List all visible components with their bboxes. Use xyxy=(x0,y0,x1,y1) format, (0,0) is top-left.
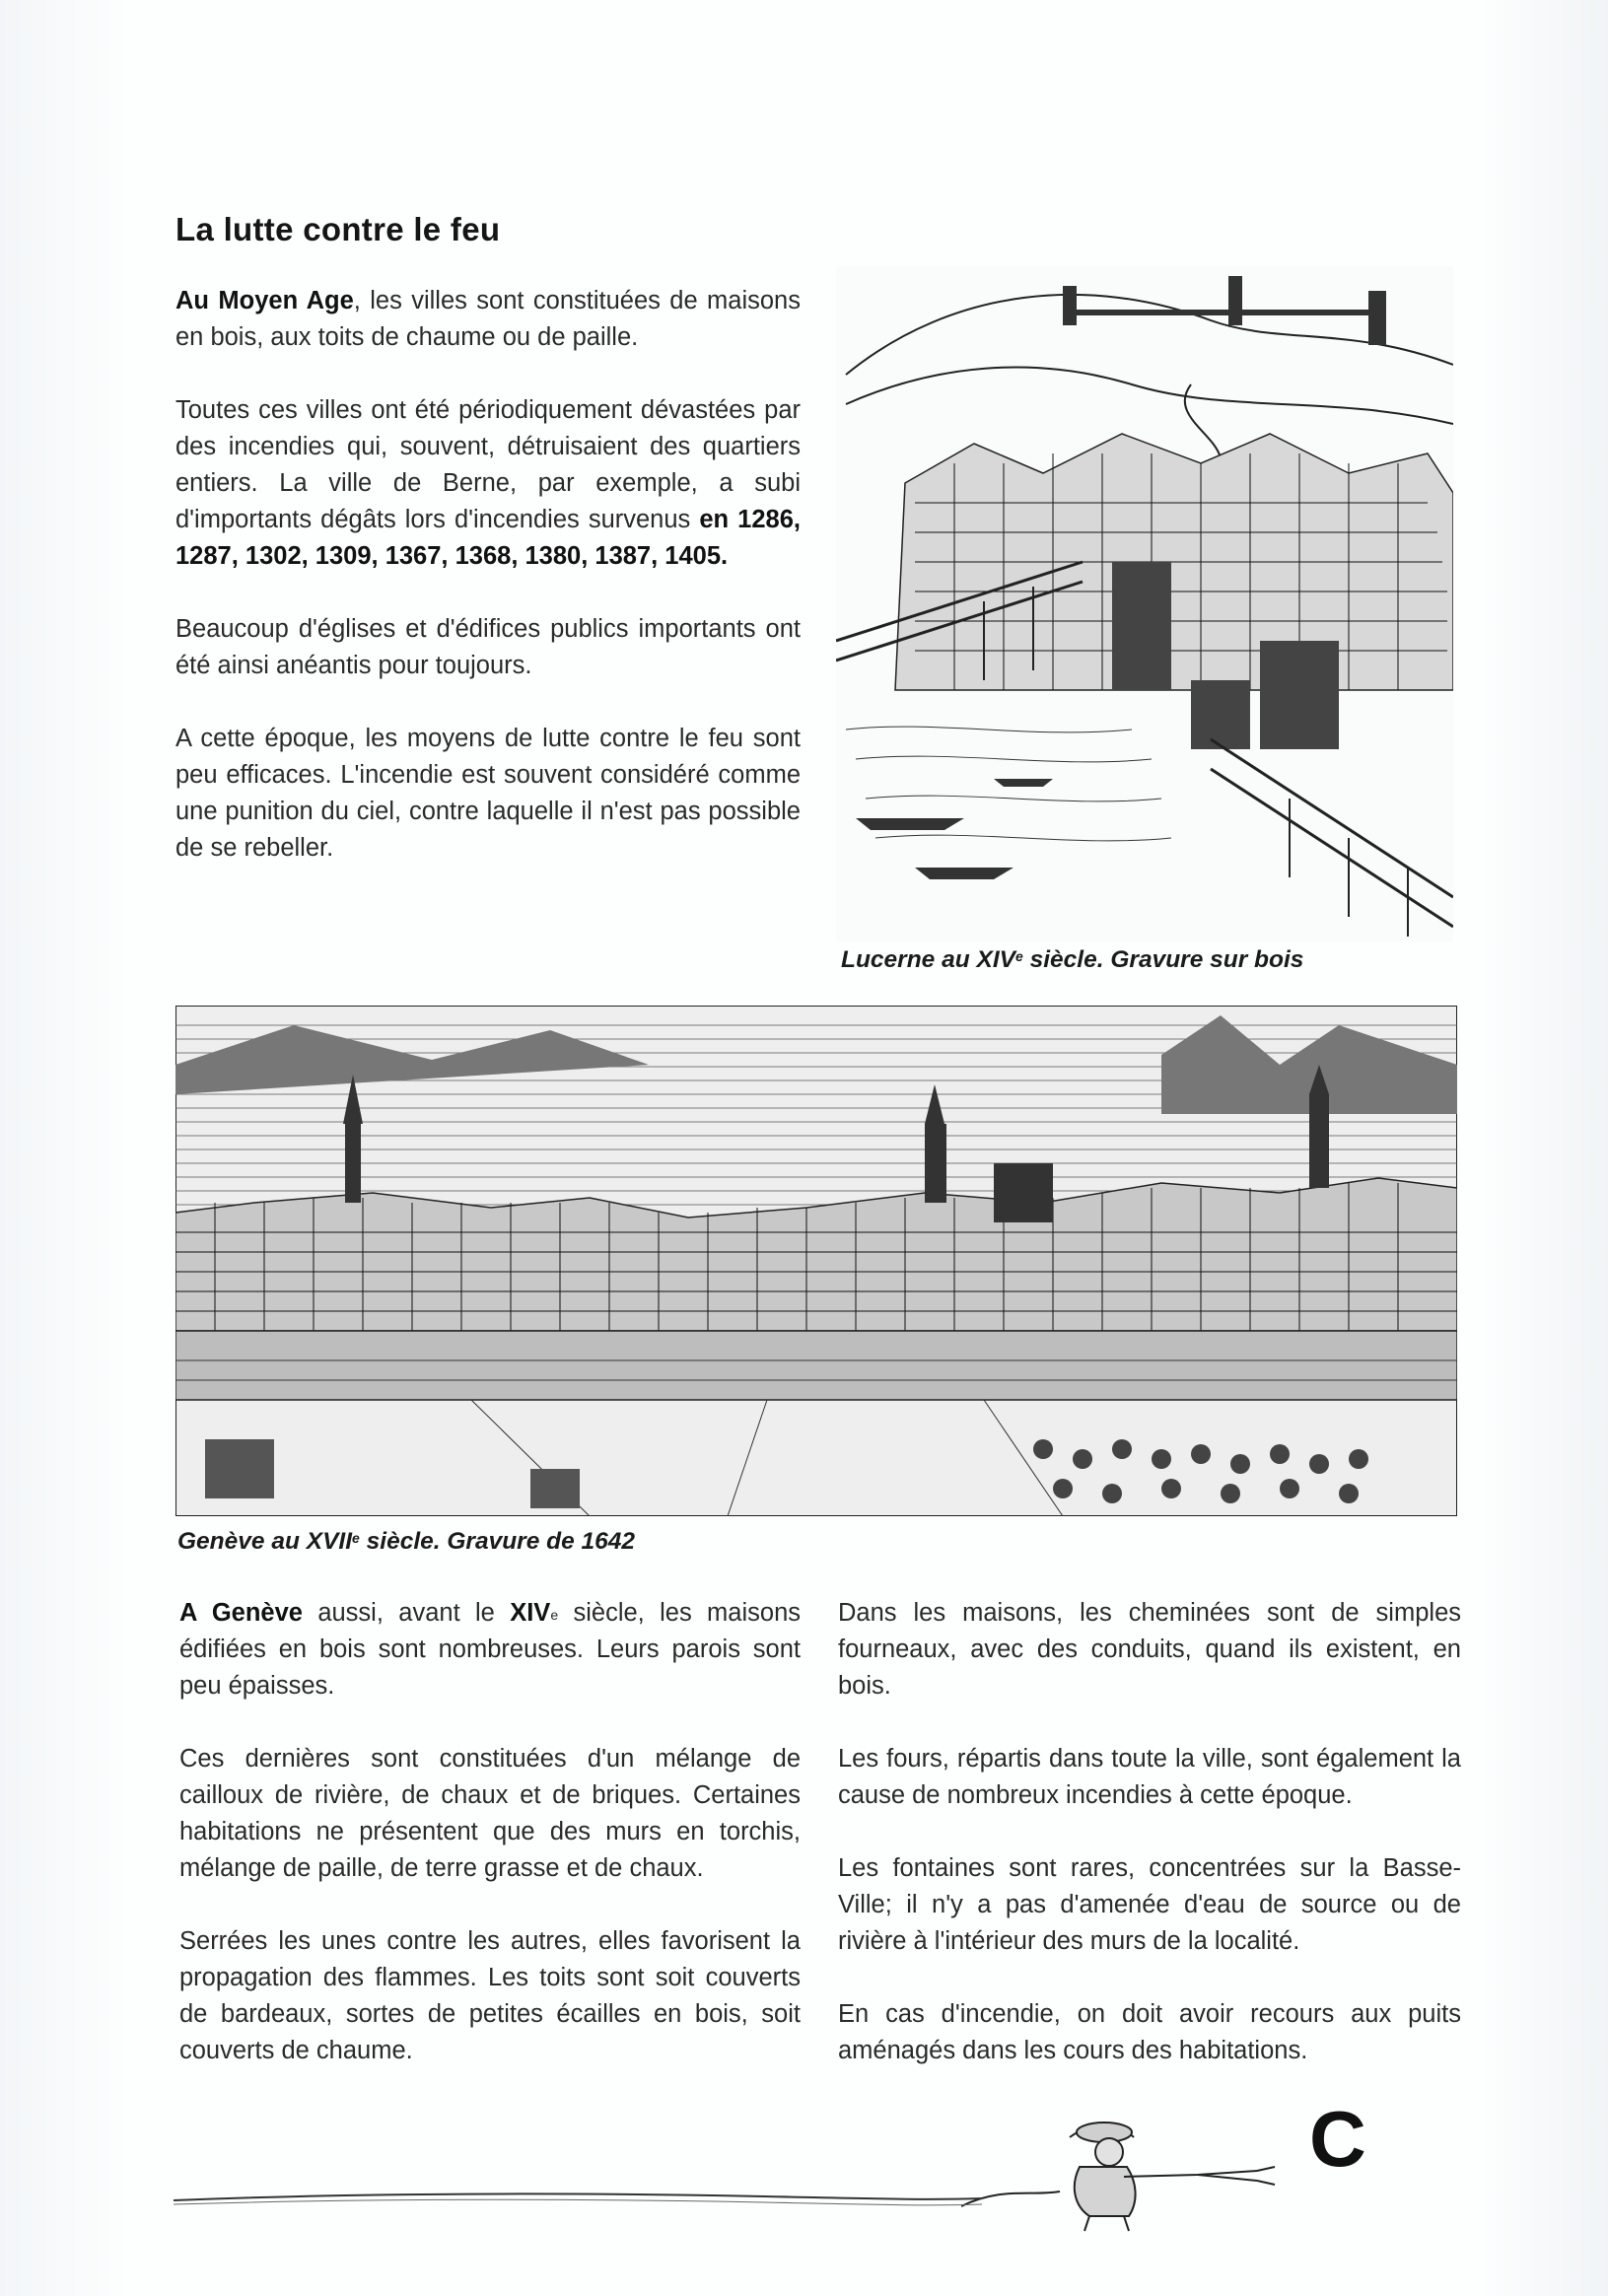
lucerne-engraving-image xyxy=(836,266,1453,941)
intro-paragraph-1 xyxy=(175,283,801,356)
lucerne-caption-pre: Lucerne au XIV xyxy=(841,946,1016,973)
geneve-caption-sup: e xyxy=(352,1530,360,1546)
intro-paragraph-3: Beaucoup d'églises et d'édifices publics importants ont été ainsi anéantis pour toujours. xyxy=(175,615,801,679)
intro-p2-text: Toutes ces villes ont été périodiquement dévastées par des incendies qui, souvent, détruisaient des quartiers entiers. La ville de Berne, par exemple, a subi d'importants dégâts lors d'incendies survenus xyxy=(175,396,801,533)
intro-text-column xyxy=(175,283,801,903)
geneve-caption-post: siècle. Gravure de 1642 xyxy=(359,1528,636,1555)
intro-p1-text: , les villes sont constituées de maisons en bois, aux toits de chaume ou de paille. xyxy=(175,287,801,351)
geneve-caption xyxy=(177,1528,635,1556)
geneve-left-p1-sup: e xyxy=(550,1607,559,1623)
intro-p1-bold: Au Moyen Age xyxy=(175,287,354,314)
geneve-left-p1-mid: aussi, avant le xyxy=(302,1599,511,1627)
geneve-left-paragraph-2: Ces dernières sont constituées d'un mélange de cailloux de rivière, de chaux et de briques. Certaines habitations ne présentent que des murs en torchis, mélange de paille, de terre grasse et de chaux. xyxy=(179,1745,801,1882)
lucerne-caption-sup: e xyxy=(1015,948,1023,964)
geneve-engraving-image xyxy=(175,1006,1457,1516)
lucerne-caption xyxy=(841,946,1303,974)
geneve-left-column xyxy=(179,1595,801,2106)
geneve-right-paragraph-4: En cas d'incendie, on doit avoir recours aux puits aménagés dans les cours des habitations. xyxy=(838,2000,1461,2064)
geneve-left-paragraph-3: Serrées les unes contre les autres, elles favorisent la propagation des flammes. Les toits sont soit couverts de bardeaux, sortes de petites écailles en bois, soit couverts de chaume. xyxy=(179,1927,801,2064)
geneve-right-paragraph-2: Les fours, répartis dans toute la ville, sont également la cause de nombreux incendies à cette époque. xyxy=(838,1745,1461,1809)
geneve-right-paragraph-3: Les fontaines sont rares, concentrées sur la Basse-Ville; il n'y a pas d'amenée d'eau de source ou de rivière à l'intérieur des murs de la localité. xyxy=(838,1854,1461,1955)
geneve-left-paragraph-1 xyxy=(179,1595,801,1705)
geneve-caption-pre: Genève au XVII xyxy=(177,1528,353,1555)
lucerne-caption-post: siècle. Gravure sur bois xyxy=(1022,946,1304,973)
section-letter: C xyxy=(1309,2095,1366,2183)
firefighter-mascot-icon xyxy=(961,2098,1277,2236)
geneve-right-paragraph-1: Dans les maisons, les cheminées sont de simples fourneaux, avec des conduits, quand ils existent, en bois. xyxy=(838,1599,1461,1700)
intro-p2-years: en 1286, 1287, 1302, 1309, 1367, 1368, 1380, 1387, 1405. xyxy=(175,506,801,570)
intro-paragraph-4: A cette époque, les moyens de lutte contre le feu sont peu efficaces. L'incendie est souvent considéré comme une punition du ciel, contre laquelle il n'est pas possible de se rebeller. xyxy=(175,725,801,862)
geneve-right-column xyxy=(838,1595,1461,2106)
intro-paragraph-2 xyxy=(175,392,801,575)
geneve-left-p1-end: siècle, les maisons édifiées en bois sont nombreuses. Leurs parois sont peu épaisses. xyxy=(179,1599,801,1700)
footer-decorative-line xyxy=(174,2187,982,2216)
page-title: La lutte contre le feu xyxy=(175,211,501,248)
geneve-left-p1-bold2: XIV xyxy=(510,1599,551,1627)
geneve-left-p1-bold: A Genève xyxy=(179,1599,303,1627)
